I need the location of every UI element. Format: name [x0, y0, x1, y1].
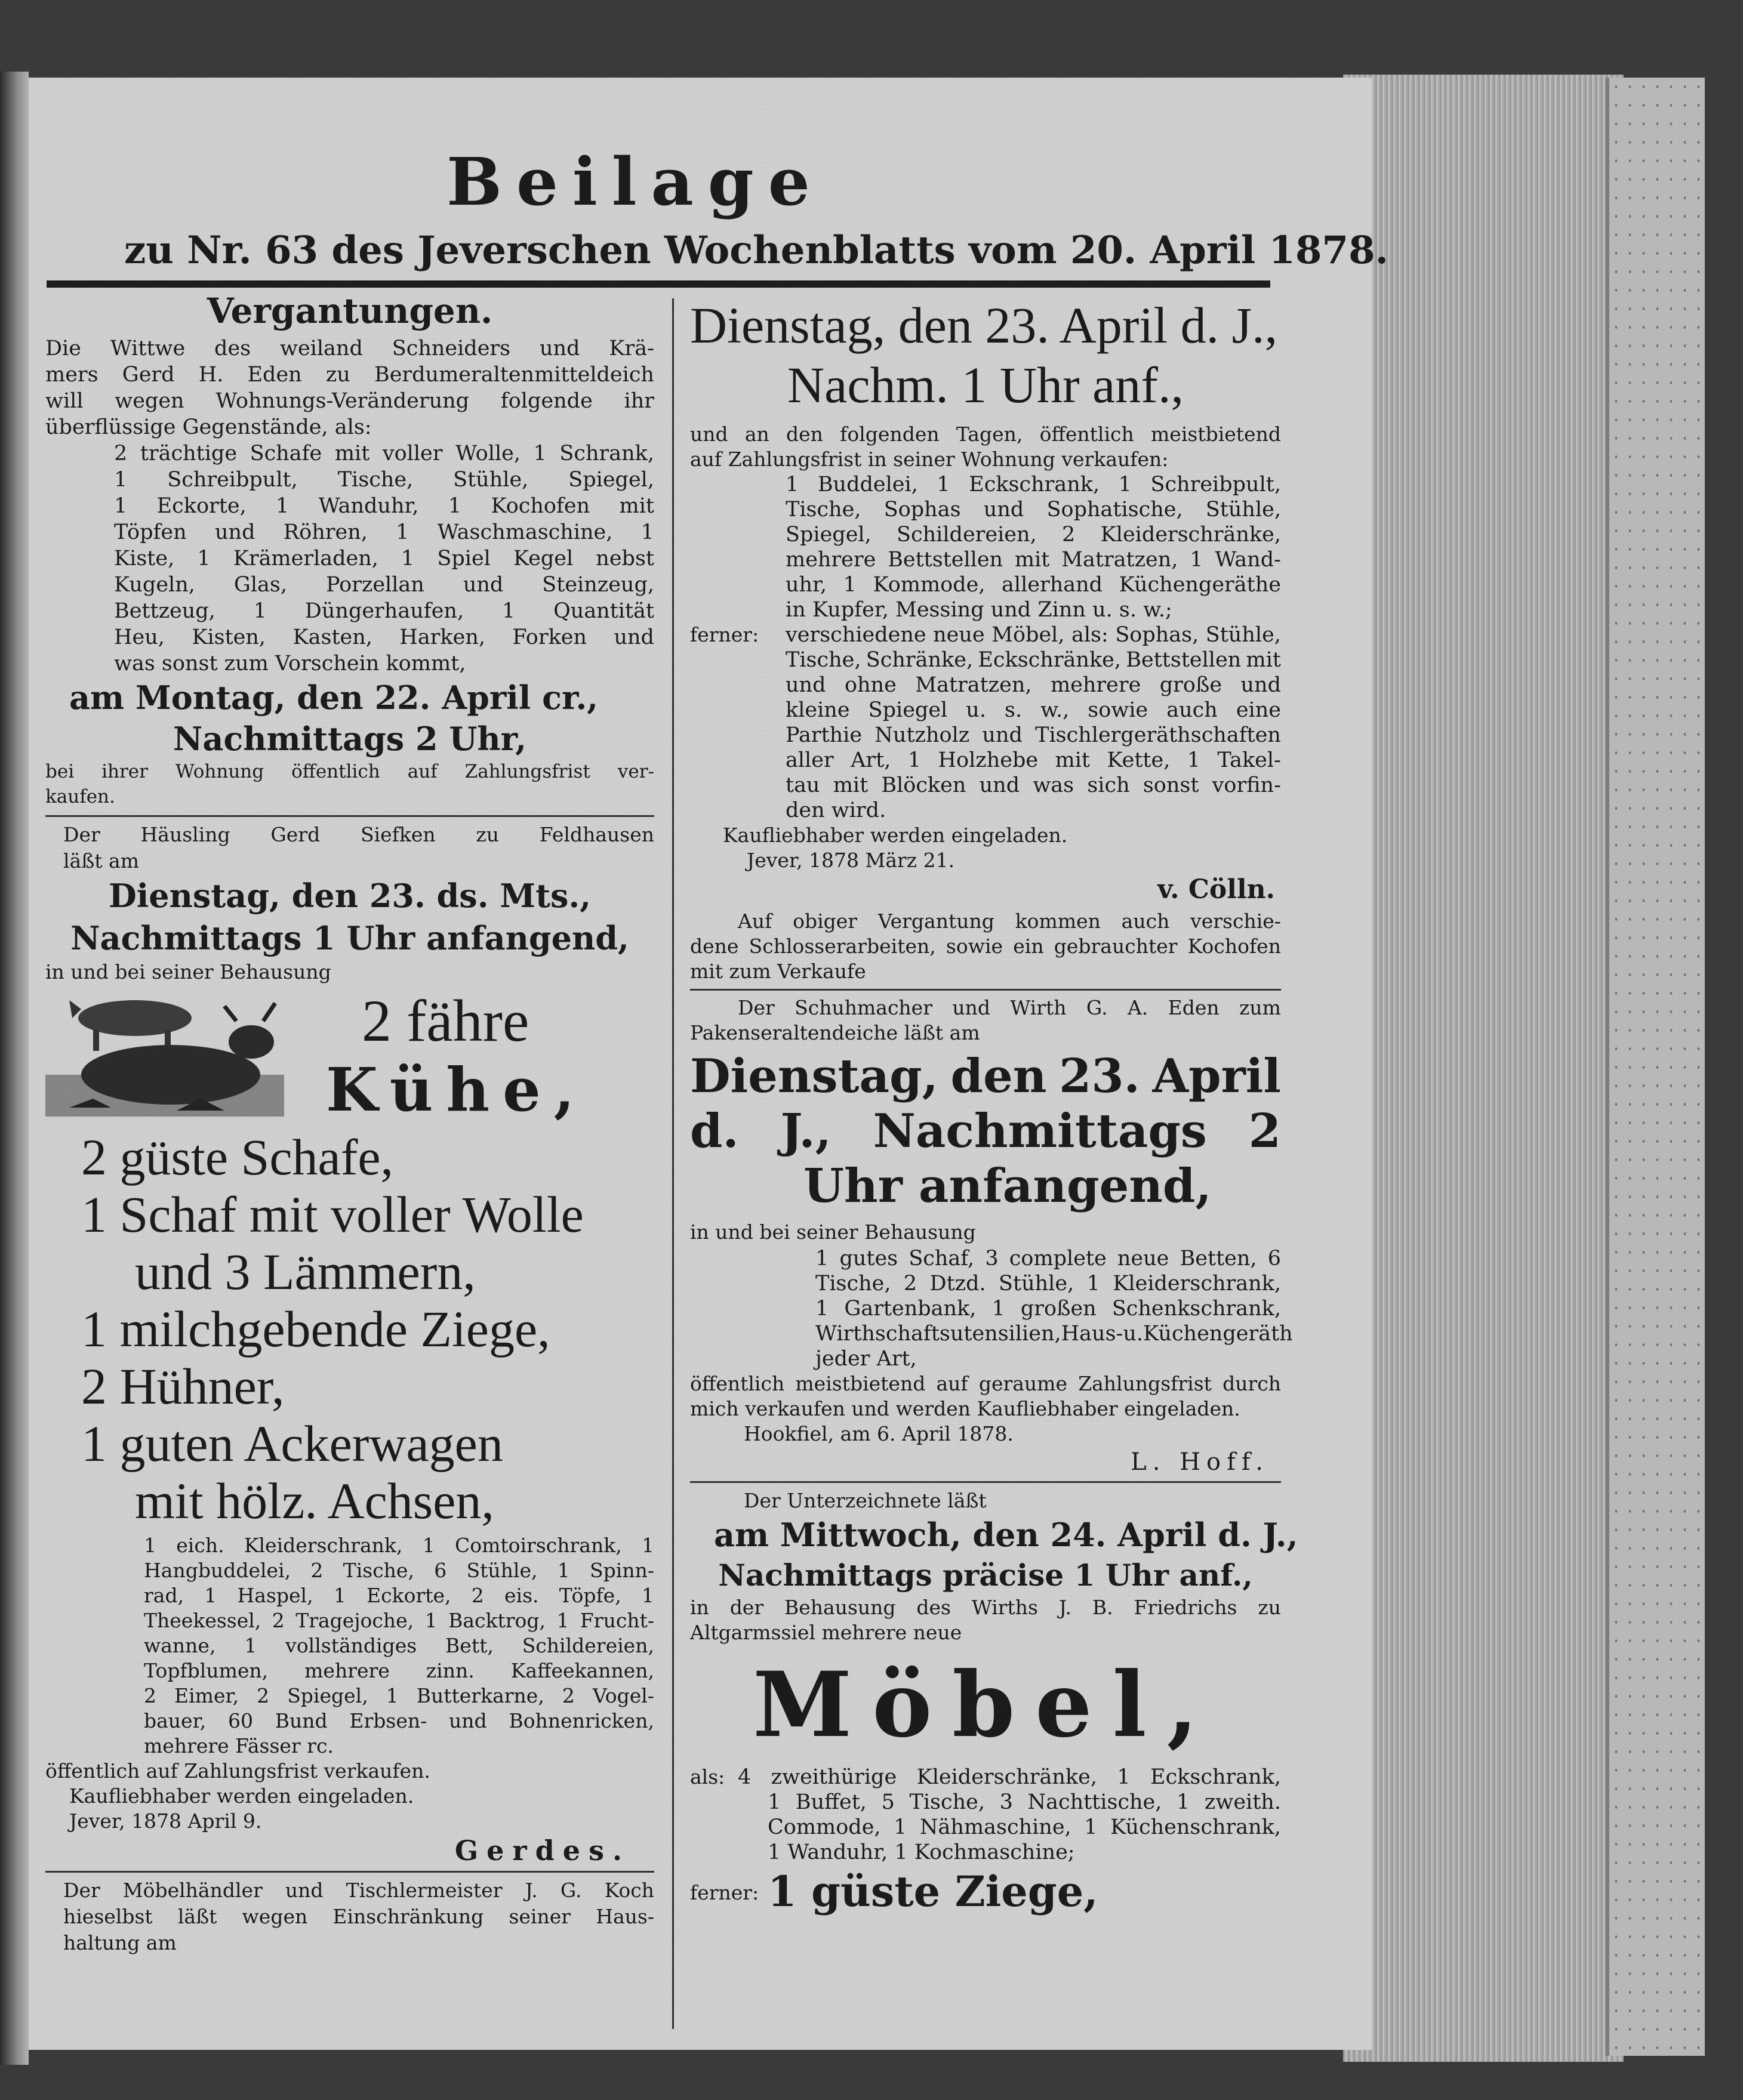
item-line: in Kupfer, Messing und Zinn u. s. w.;: [786, 598, 1172, 622]
text-line: will wegen Wohnungs-Veränderung folgende ihr: [45, 389, 654, 413]
right-column: [690, 295, 1298, 1917]
big-line: Uhr anfangend,: [803, 1159, 1212, 1213]
item-line: 2 trächtige Schafe mit voller Wolle, 1 Schrank,: [114, 442, 654, 465]
text-line: Der Häusling Gerd Siefken zu Feldhausen: [63, 823, 654, 846]
column-divider: [672, 298, 674, 2029]
ad2-signature: Gerdes.: [454, 1834, 630, 1867]
text-line: Der Möbelhändler und Tischlermeister J. G. Koch: [63, 1879, 654, 1902]
item-line: Töpfen und Röhren, 1 Waschmaschine, 1: [114, 520, 654, 544]
item-line: Hangbuddelei, 2 Tische, 6 Stühle, 1 Spinn-: [144, 1559, 654, 1582]
item-line: aller Art, 1 Holzhebe mit Kette, 1 Takel-: [786, 748, 1281, 772]
item-line: 1 Schreibpult, Tische, Stühle, Spiegel,: [114, 468, 654, 492]
ad6-date: am Mittwoch, den 24. April d. J.,: [714, 1516, 1298, 1554]
masthead-rule: [47, 280, 1270, 288]
item-line: Topfblumen, mehrere zinn. Kaffeekannen,: [144, 1659, 654, 1682]
text-line: öffentlich meistbietend auf geraume Zahlungsfrist durch: [690, 1372, 1281, 1395]
text-line: Altgarmssiel mehrere neue: [690, 1621, 962, 1644]
item-line: was sonst zum Vorschein kommt,: [114, 652, 466, 676]
item-line: bauer, 60 Bund Erbsen- und Bohnenricken,: [144, 1709, 654, 1732]
ad6-ferner-label: ferner:: [690, 1881, 759, 1904]
item-line: 1 Wanduhr, 1 Kochmaschine;: [768, 1840, 1075, 1864]
item-line: mehrere Bettstellen mit Matratzen, 1 Wand-: [786, 548, 1281, 572]
text-line: Hookfiel, am 6. April 1878.: [744, 1422, 1014, 1445]
item-line: Theekessel, 2 Tragejoche, 1 Backtrog, 1 Frucht-: [144, 1609, 654, 1632]
ad2-big1: 2 fähre: [362, 988, 529, 1054]
ad2-date: Dienstag, den 23. ds. Mts.,: [108, 877, 592, 915]
text-line: Pakenseraltendeiche läßt am: [690, 1021, 980, 1044]
item-line: rad, 1 Haspel, 1 Eckorte, 2 eis. Töpfe, 1: [144, 1584, 654, 1607]
item-line: 4 zweithürige Kleiderschränke, 1 Eckschrank,: [738, 1765, 1281, 1789]
cow-block: [45, 985, 654, 1128]
item-line: Tische, 2 Dtzd. Stühle, 1 Kleiderschrank,: [815, 1272, 1281, 1296]
text-line: bei ihrer Wohnung öffentlich auf Zahlungsfrist ver-: [45, 761, 654, 782]
masthead-subtitle: zu Nr. 63 des Jeverschen Wochenblatts vom 20. April 1878.: [124, 228, 1388, 273]
text-line: Jever, 1878 März 21.: [747, 849, 955, 872]
newspaper-page: [29, 78, 1388, 2050]
big-line: 1 milchgebende Ziege,: [81, 1300, 550, 1358]
book-cover-edge: [1606, 78, 1705, 2056]
ad-coelln: [690, 295, 1281, 984]
ad6-ferner-big: 1 güste Ziege,: [768, 1867, 1098, 1916]
item-line: und ohne Matratzen, mehrere große und: [786, 673, 1281, 697]
big-line: 1 guten Ackerwagen: [81, 1415, 503, 1472]
ad-friedrichs: [690, 1488, 1298, 1917]
ad-separator: [45, 809, 654, 817]
text-line: Kaufliebhaber werden eingeladen.: [69, 1784, 414, 1808]
item-line: 1 Eckorte, 1 Wanduhr, 1 Kochofen mit: [114, 494, 654, 518]
item-line: wanne, 1 vollständiges Bett, Schildereien,: [144, 1634, 654, 1657]
item-line: Tische, Schränke, Eckschränke, Bettstellen mit: [786, 648, 1281, 672]
ad2-time: Nachmittags 1 Uhr anfangend,: [70, 919, 629, 957]
ad-separator: [690, 984, 1281, 991]
text-line: hieselbst läßt wegen Einschränkung seiner Haus-: [63, 1905, 654, 1928]
ad2-place: in und bei seiner Behausung: [45, 960, 331, 983]
text-line: und an den folgenden Tagen, öffentlich meistbietend: [690, 423, 1281, 446]
item-line: Commode, 1 Nähmaschine, 1 Küchenschrank,: [768, 1815, 1281, 1839]
text-line: Der Schuhmacher und Wirth G. A. Eden zum: [738, 996, 1281, 1019]
text-line: läßt am: [63, 849, 139, 872]
big-line: 2 güste Schafe,: [81, 1128, 394, 1186]
big-line: 2 Hühner,: [81, 1358, 285, 1415]
item-line: Kiste, 1 Krämerladen, 1 Spiel Kegel nebst: [114, 547, 654, 571]
item-line: verschiedene neue Möbel, als: Sophas, Stühle,: [786, 623, 1281, 647]
text-line: in der Behausung des Wirths J. B. Friedrichs zu: [690, 1596, 1281, 1619]
item-line: Wirthschaftsutensilien, Haus- u. Küchengeräth: [815, 1322, 1293, 1346]
ad6-intro: Der Unterzeichnete läßt: [744, 1489, 987, 1512]
text-line: kaufen.: [45, 786, 115, 807]
item-line: Tische, Sophas und Sophatische, Stühle,: [786, 498, 1281, 522]
item-line: 1 gutes Schaf, 3 complete neue Betten, 6: [815, 1247, 1281, 1271]
ad-koch: [45, 1877, 654, 1956]
previous-page-edge: [0, 72, 29, 2065]
text-line: Die Wittwe des weiland Schneiders und Krä-: [45, 337, 654, 360]
big-line: und 3 Lämmern,: [135, 1243, 476, 1300]
item-line: kleine Spiegel u. s. w., sowie auch eine: [786, 698, 1281, 722]
ad6-big: Möbel,: [753, 1652, 1218, 1757]
text-line: Auf obiger Vergantung kommen auch verschie-: [738, 909, 1281, 933]
masthead-title: Beilage: [446, 143, 824, 220]
item-line: 1 eich. Kleiderschrank, 1 Comtoirschrank, 1: [144, 1534, 654, 1557]
big-line: Dienstag, den 23. April: [690, 1049, 1281, 1103]
ad2-big2: Kühe,: [326, 1054, 588, 1125]
item-line: 1 Buddelei, 1 Eckschrank, 1 Schreibpult,: [786, 473, 1281, 497]
text-line: mit zum Verkaufe: [690, 960, 866, 983]
ad6-als-label: als:: [690, 1765, 725, 1788]
text-line: Kaufliebhaber werden eingeladen.: [723, 824, 1068, 847]
ad5-place: in und bei seiner Behausung: [690, 1220, 976, 1244]
item-line: den wird.: [786, 798, 886, 822]
ad1-date: am Montag, den 22. April cr.,: [69, 679, 599, 717]
text-line: überflüssige Gegenstände, als:: [45, 415, 372, 439]
ad4-signature: v. Cölln.: [1157, 874, 1275, 905]
item-line: Spiegel, Schildereien, 2 Kleiderschränke,: [786, 523, 1281, 547]
text-line: dene Schlosserarbeiten, sowie ein gebrauchter Kochofen: [690, 935, 1281, 958]
item-line: 1 Buffet, 5 Tische, 3 Nachttische, 1 zweith.: [768, 1790, 1281, 1814]
ad6-time: Nachmittags präcise 1 Uhr anf.,: [718, 1558, 1253, 1593]
item-line: Bettzeug, 1 Düngerhaufen, 1 Quantität: [114, 599, 654, 623]
text-line: auf Zahlungsfrist in seiner Wohnung verkaufen:: [690, 448, 1169, 471]
item-line: Kugeln, Glas, Porzellan und Steinzeug,: [114, 573, 654, 597]
big-line: mit hölz. Achsen,: [135, 1472, 494, 1529]
text-line: mers Gerd H. Eden zu Berdumeraltenmitteldeich: [45, 363, 654, 387]
ad1-time: Nachmittags 2 Uhr,: [173, 720, 527, 758]
item-line: Heu, Kisten, Kasten, Harken, Forken und: [114, 625, 654, 649]
ad5-signature: L. Hoff.: [1131, 1448, 1269, 1476]
page-stack-edge: [1343, 75, 1624, 2062]
ad-separator: [45, 1867, 654, 1873]
text-line: öffentlich auf Zahlungsfrist verkaufen.: [45, 1759, 430, 1783]
item-line: uhr, 1 Kommode, allerhand Küchengeräthe: [786, 573, 1281, 597]
text-line: Jever, 1878 April 9.: [69, 1809, 262, 1833]
ad4-date: Dienstag, den 23. April d. J.,: [690, 297, 1278, 354]
ad-eden: [690, 995, 1293, 1478]
ad4-ferner-label: ferner:: [690, 623, 759, 646]
ad-siefken: [45, 822, 654, 1867]
big-line: 1 Schaf mit voller Wolle: [81, 1186, 584, 1243]
ad-separator: [690, 1478, 1281, 1483]
big-line: d. J., Nachmittags 2: [690, 1104, 1281, 1158]
item-line: 1 Gartenbank, 1 großen Schenkschrank,: [815, 1297, 1281, 1321]
text-line: mich verkaufen und werden Kaufliebhaber eingeladen.: [690, 1397, 1240, 1420]
left-column: [45, 291, 654, 1956]
item-line: jeder Art,: [815, 1347, 917, 1371]
item-line: mehrere Fässer rc.: [144, 1734, 334, 1757]
item-line: Parthie Nutzholz und Tischlergeräthschaften: [786, 723, 1281, 747]
item-line: tau mit Blöcken und was sich sonst vorfin-: [786, 773, 1281, 797]
ad4-time: Nachm. 1 Uhr anf.,: [787, 356, 1184, 414]
item-line: 2 Eimer, 2 Spiegel, 1 Butterkarne, 2 Vogel-: [144, 1684, 654, 1707]
ad-vergantungen: [45, 291, 654, 809]
cows-illustration-icon: [45, 985, 302, 1123]
ad1-heading: Vergantungen.: [207, 291, 493, 331]
text-line: haltung am: [63, 1931, 177, 1954]
